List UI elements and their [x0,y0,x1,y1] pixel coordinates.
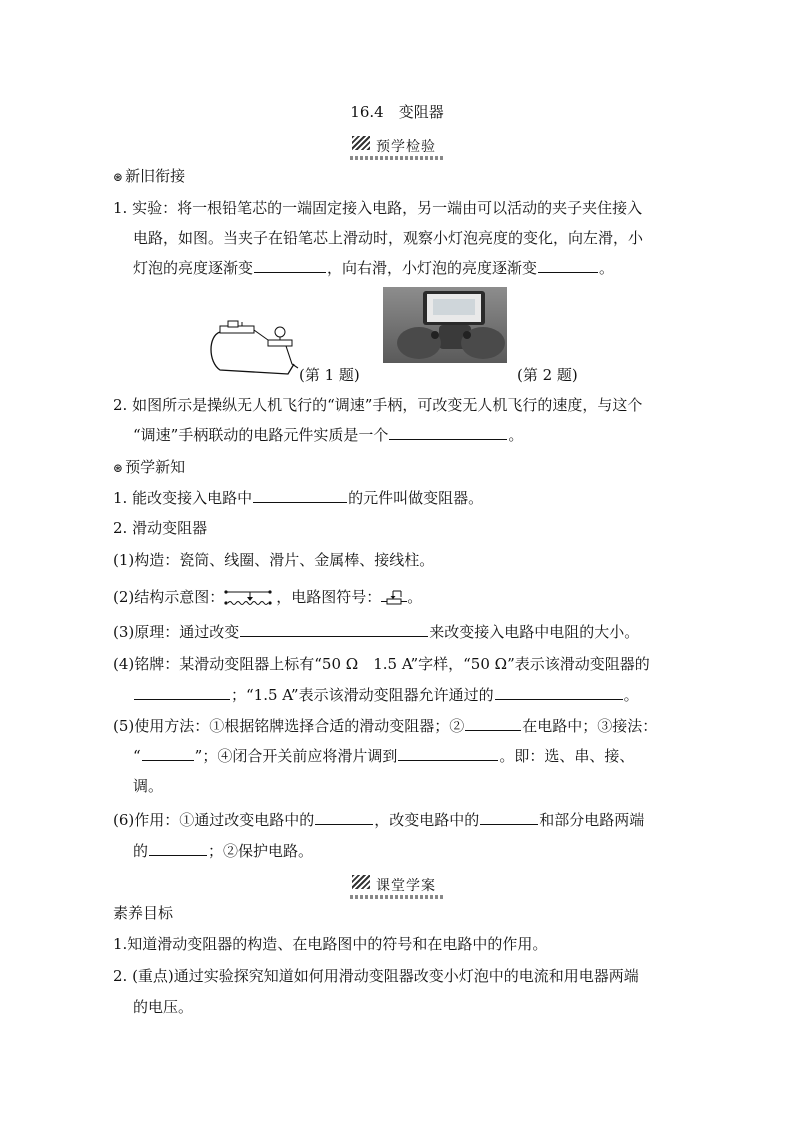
goal-2-line1: 2. (重点)通过实验探究知道如何用滑动变阻器改变小灯泡中的电流和用电器两端 [113,967,639,985]
p3-blank[interactable] [240,622,428,637]
q1-line2: 电路，如图。当夹子在铅笔芯上滑动时，观察小灯泡亮度的变化，向左滑，小 [133,229,644,247]
p6-blank-1[interactable] [315,810,373,825]
goal-2-line2: 的电压。 [133,998,194,1016]
p2-line [113,587,422,607]
goal-1: 1.知道滑动变阻器的构造、在电路图中的符号和在电路中的作用。 [113,935,548,953]
p4-blank-1[interactable] [134,685,230,700]
q2-line2 [133,425,523,445]
banner-preview [0,134,794,158]
p4-text-a: ；“1.5 A”表示该滑动变阻器允许通过的 [231,686,494,704]
p5-text-a: (5)使用方法：①根据铭牌选择合适的滑动变阻器；② [113,717,465,735]
p5-line1 [113,716,657,736]
n1-line [113,488,483,508]
q1-line3 [133,258,614,278]
q1-blank-1[interactable] [254,258,326,273]
section-bullet-icon: ⊛ [113,170,124,184]
n1-blank[interactable] [253,488,347,503]
p5-line3: 调。 [133,777,164,795]
p2-text-a: (2)结构示意图： [113,588,225,606]
p6-text-c: 和部分电路两端 [539,811,645,829]
p5-text-b: 在电路中；③接法： [522,717,658,735]
n1-text-b: 的元件叫做变阻器。 [348,489,484,507]
banner-classroom [0,873,794,897]
section-new-knowledge [113,457,185,478]
figure-2-caption: (第 2 题) [517,366,578,384]
q1-text-a: 灯泡的亮度逐渐变 [133,259,254,277]
drone-controller-image [383,287,507,363]
rheostat-structure-icon [224,589,276,607]
p3-line [113,622,639,642]
section-old-new-label: 新旧衔接 [125,167,186,185]
n1-text-a: 1. 能改变接入电路中 [113,489,253,507]
p6-text-a: (6)作用：①通过改变电路中的 [113,811,315,829]
p2-text-c: 。 [407,588,423,606]
q2-line1: 2. 如图所示是操纵无人机飞行的“调速”手柄，可改变无人机飞行的速度，与这个 [113,396,643,414]
p4-line1: (4)铭牌：某滑动变阻器上标有“50 Ω 1.5 A”字样，“50 Ω”表示该滑动变阻器的 [113,655,650,673]
p5-line2 [133,746,634,766]
banner-preview-label: 预学检验 [350,134,444,158]
figure-1-caption: (第 1 题) [299,366,360,384]
p6-text-e: ；②保护电路。 [208,842,314,860]
n2-line: 2. 滑动变阻器 [113,519,208,537]
p6-blank-2[interactable] [480,810,538,825]
p5-blank-2[interactable] [142,746,194,761]
q1-line1: 1. 实验：将一根铅笔芯的一端固定接入电路，另一端由可以活动的夹子夹住接入 [113,199,643,217]
p6-blank-3[interactable] [149,841,207,856]
section-old-new [113,166,185,187]
p4-text-b: 。 [623,686,639,704]
p5-blank-3[interactable] [398,746,498,761]
p1-line: (1)构造：瓷筒、线圈、滑片、金属棒、接线柱。 [113,551,435,569]
section-new-knowledge-label: 预学新知 [125,458,186,476]
pencil-circuit-figure [206,318,302,382]
q2-blank[interactable] [389,425,507,440]
q2-text-a: “调速”手柄联动的电路元件实质是一个 [133,426,389,444]
p6-text-b: ，改变电路中的 [374,811,480,829]
p4-blank-2[interactable] [495,685,623,700]
p4-line2 [133,685,639,705]
p5-text-e: 。即：选、串、接、 [499,747,635,765]
rheostat-circuit-symbol-icon [381,589,407,607]
drone-controller-photo [383,287,507,363]
p6-text-d: 的 [133,842,149,860]
p6-line1 [113,810,644,830]
page-title: 16.4 变阻器 [350,103,444,121]
section-bullet-icon: ⊛ [113,461,124,475]
q1-blank-2[interactable] [538,258,598,273]
banner-classroom-label: 课堂学案 [350,873,444,897]
p3-text-b: 来改变接入电路中电阻的大小。 [429,623,640,641]
q1-text-c: 。 [599,259,615,277]
q2-text-b: 。 [508,426,524,444]
q1-text-b: ，向右滑，小灯泡的亮度逐渐变 [327,259,538,277]
p5-text-d: ”；④闭合开关前应将滑片调到 [194,747,398,765]
p3-text-a: (3)原理：通过改变 [113,623,240,641]
p5-text-c: “ [133,747,141,765]
p6-line2 [133,841,313,861]
p2-text-b: ，电路图符号： [276,588,382,606]
goals-heading: 素养目标 [113,904,174,922]
p5-blank-1[interactable] [465,716,521,731]
